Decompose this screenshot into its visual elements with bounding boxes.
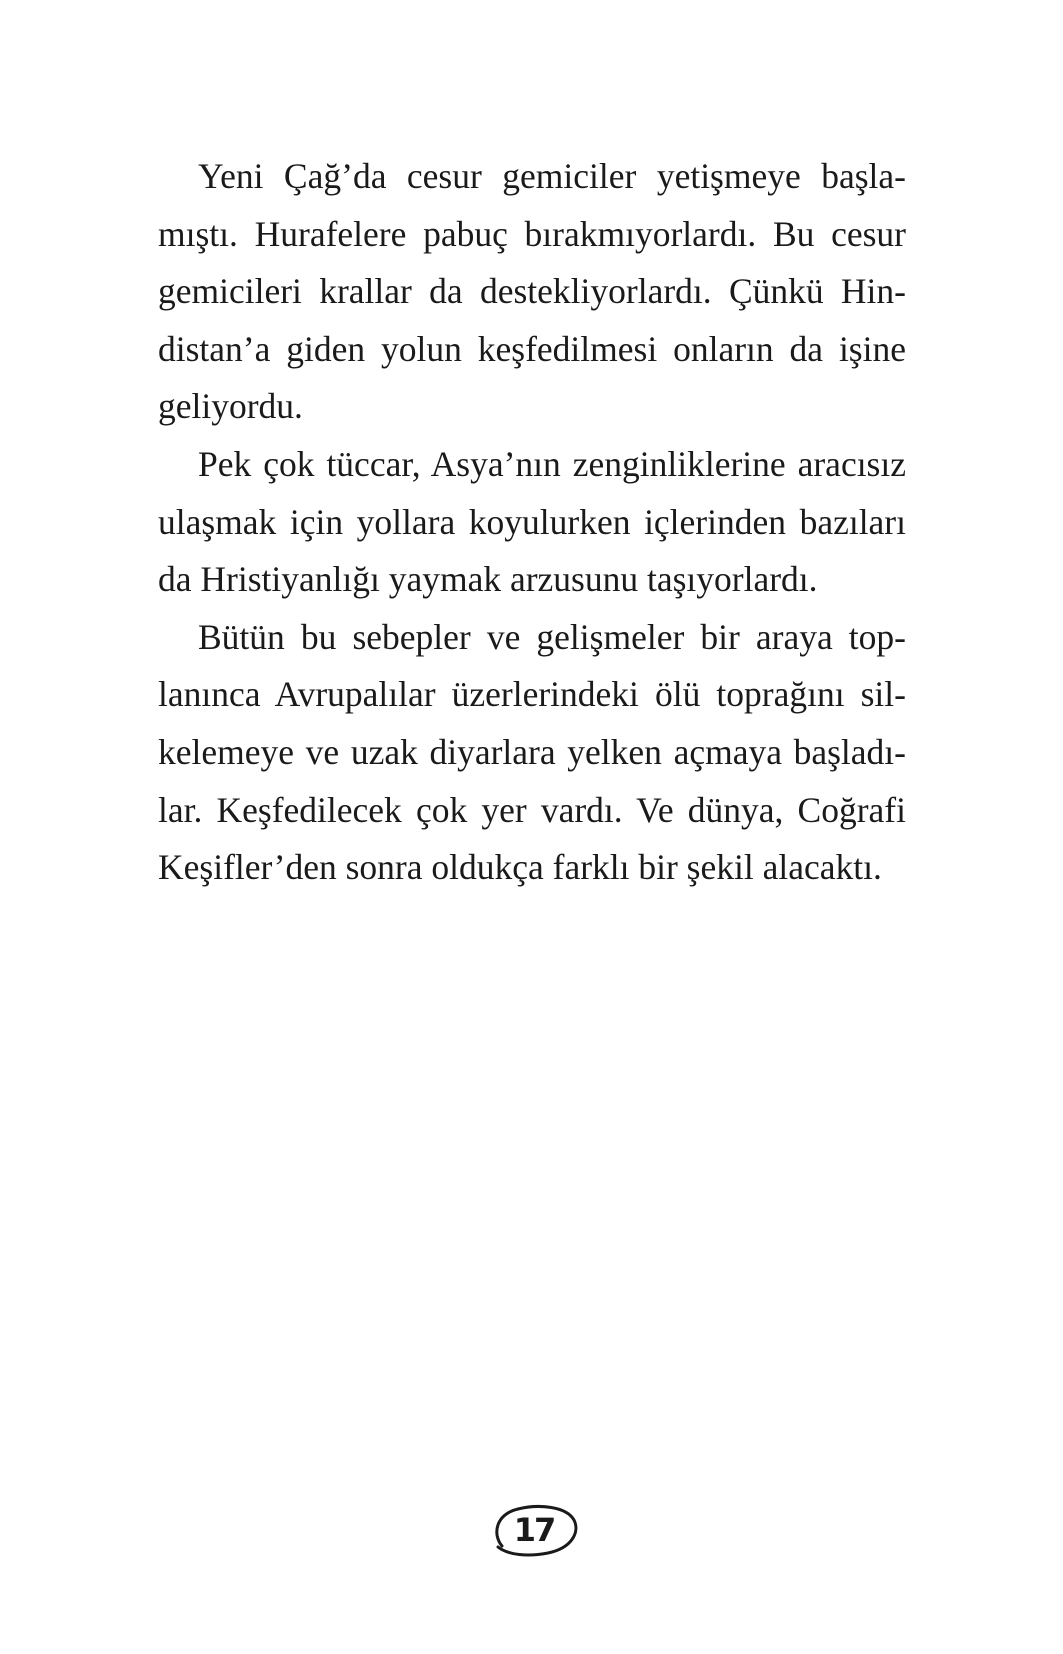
page-number-text: 17	[513, 1511, 555, 1549]
page-number	[488, 1500, 580, 1560]
text-line: geliyordu.	[158, 386, 303, 427]
text-line: Pek çok tüccar, Asya’nın zenginliklerine aracısız	[198, 443, 906, 484]
text-line: Keşifler’den sonra oldukça farklı bir şekil alacaktı.	[158, 847, 882, 888]
text-line: lanınca Avrupalılar üzerlerindeki ölü toprağını sil-	[158, 674, 906, 715]
text-line: Bütün bu sebepler ve gelişmeler bir araya top-	[198, 616, 906, 657]
body-text	[158, 148, 906, 897]
text-line: distan’a giden yolun keşfedilmesi onların da işine	[158, 328, 906, 369]
paragraph	[158, 436, 906, 609]
text-line: da Hristiyanlığı yaymak arzusunu taşıyorlardı.	[158, 559, 818, 600]
paragraph	[158, 148, 906, 436]
text-line: gemicileri krallar da destekliyorlardı. Çünkü Hin-	[158, 271, 906, 312]
text-line: ulaşmak için yollara koyulurken içlerinden bazıları	[158, 501, 906, 542]
text-line: kelemeye ve uzak diyarlara yelken açmaya başladı-	[158, 731, 906, 772]
paragraph	[158, 609, 906, 897]
text-line: mıştı. Hurafelere pabuç bırakmıyorlardı. Bu cesur	[158, 213, 906, 254]
text-line: lar. Keşfedilecek çok yer vardı. Ve dünya, Coğrafi	[158, 789, 906, 830]
text-line: Yeni Çağ’da cesur gemiciler yetişmeye başla-	[198, 156, 906, 196]
